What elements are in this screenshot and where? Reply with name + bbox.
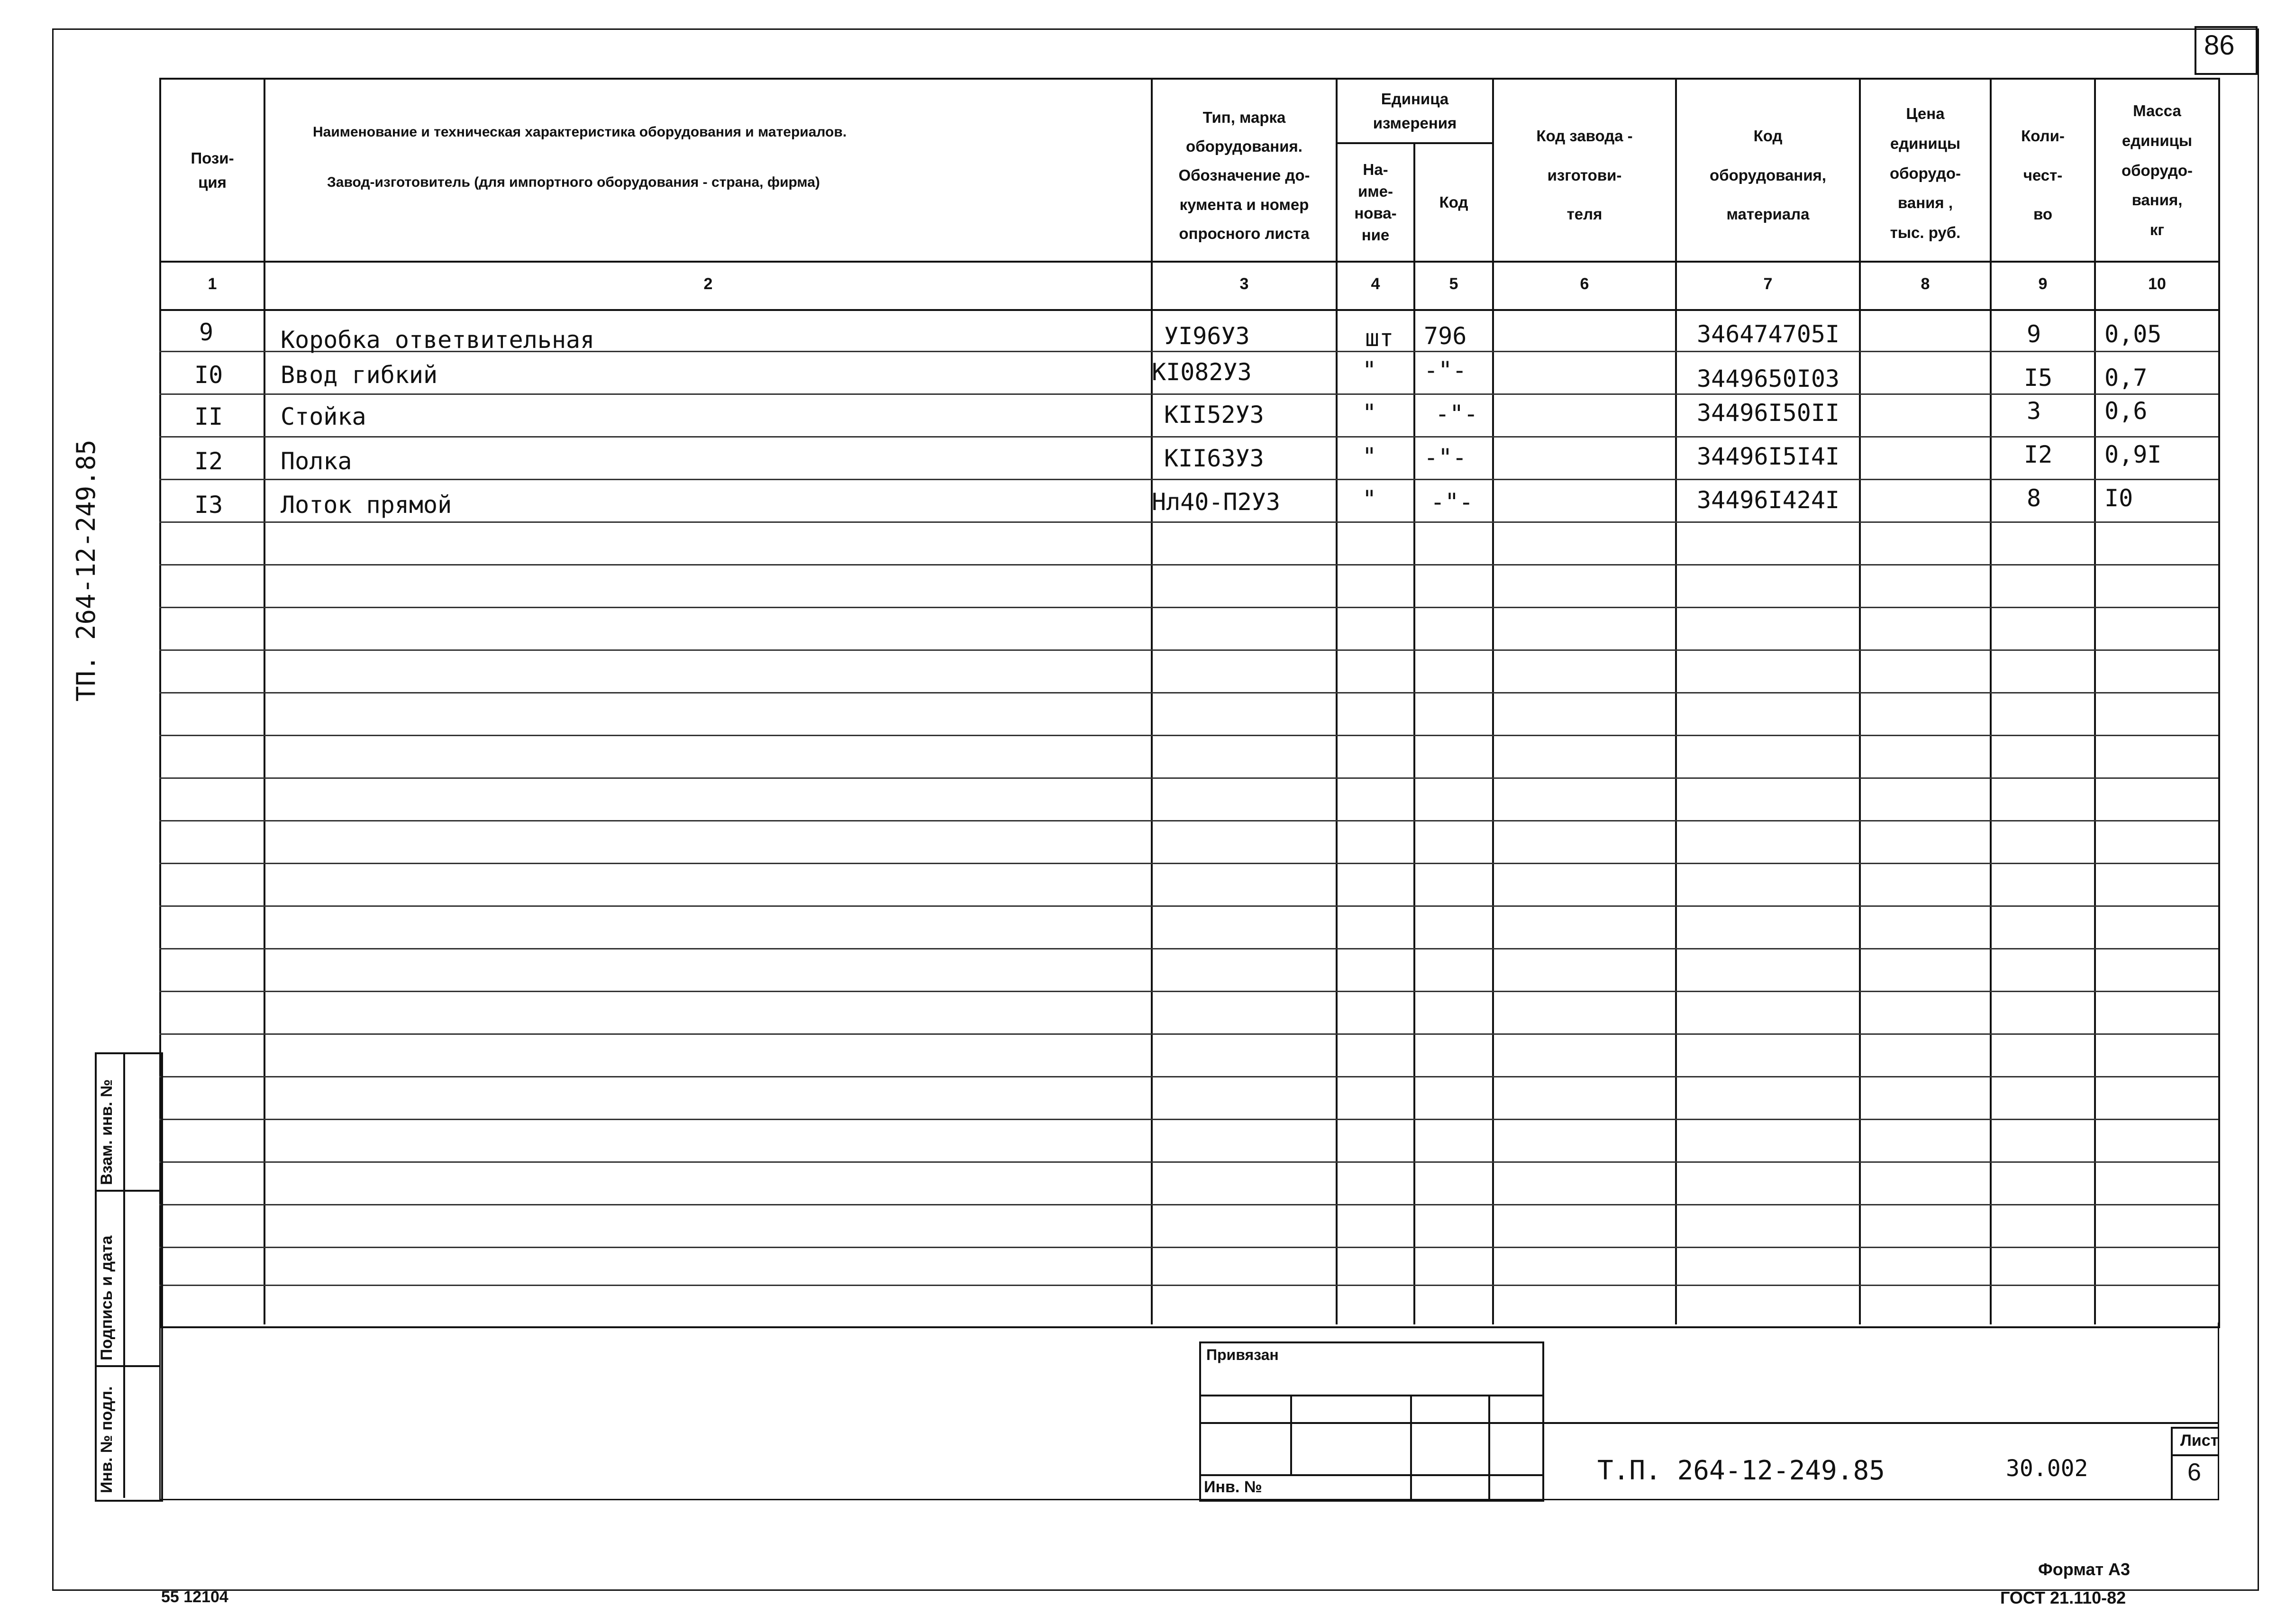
row-name: Коробка ответвительная: [281, 326, 595, 354]
row-unit: ": [1362, 399, 1377, 427]
header-name-line1: Наименование и техническая характеристика оборудования и материалов.: [313, 124, 847, 140]
header-unit-name: На- име- нова- ние: [1354, 160, 1397, 244]
header-unit-code: Код: [1439, 193, 1468, 211]
colnum-10: 10: [2148, 275, 2166, 293]
row-type: Нл40-П2У3: [1152, 488, 1280, 516]
side-stamp-signature-date: Подпись и дата: [98, 1235, 116, 1360]
row-material-code: 34496I424I: [1697, 486, 1840, 514]
row-name: Полка: [281, 447, 352, 475]
row-unit: ": [1362, 443, 1377, 470]
privyazan-vline2: [1410, 1395, 1412, 1499]
column-numbers-divider: [159, 309, 2218, 311]
privyazan-label: Привязан: [1206, 1346, 1279, 1363]
row-type: КI082У3: [1152, 358, 1252, 386]
row-unit-code: -"-: [1424, 444, 1467, 471]
row-unit-code: -"-: [1430, 488, 1474, 516]
row-mass: 0,9I: [2104, 441, 2162, 468]
row-type: УI96У3: [1164, 322, 1250, 350]
row-unit-code: -"-: [1424, 356, 1467, 384]
row-type: КII63У3: [1164, 445, 1264, 472]
footer-gost: ГОСТ 21.110-82: [2000, 1588, 2126, 1607]
footer-left-code: 55 12104: [161, 1588, 228, 1606]
row-position: I0: [194, 361, 223, 389]
colnum-4: 4: [1371, 275, 1380, 293]
row-position: I2: [194, 447, 223, 475]
colnum-5: 5: [1449, 275, 1458, 293]
row-mass: 0,7: [2104, 364, 2148, 392]
col-line-9: [2094, 78, 2096, 1324]
privyazan-vline1: [1290, 1395, 1292, 1474]
header-divider: [159, 261, 2218, 263]
colnum-6: 6: [1580, 275, 1589, 293]
colnum-3: 3: [1239, 275, 1249, 293]
colnum-2: 2: [703, 275, 713, 293]
sheet-label: Лист: [2180, 1432, 2219, 1450]
privyazan-line2: [1199, 1422, 1542, 1424]
row-quantity: I2: [2024, 441, 2053, 468]
row-position: I3: [194, 491, 223, 519]
row-unit: ": [1362, 485, 1377, 513]
row-position: 9: [199, 319, 214, 346]
row-name: Ввод гибкий: [281, 361, 438, 389]
side-stamp-div2: [95, 1365, 159, 1367]
privyazan-vline3: [1488, 1395, 1490, 1499]
side-stamp-inner: [123, 1052, 125, 1498]
row-quantity: 9: [2027, 320, 2041, 348]
colnum-7: 7: [1763, 275, 1773, 293]
sheet-box-div: [2171, 1454, 2218, 1456]
col-line-8: [1990, 78, 1992, 1324]
row-unit-code: 796: [1424, 322, 1467, 350]
col-line-2: [1151, 78, 1153, 1324]
header-unit-group: Единица измерения: [1373, 90, 1457, 132]
header-price: Цена единицы оборудо- вания , тыс. руб.: [1889, 105, 1961, 242]
header-type: Тип, марка оборудования. Обозначение до- кумента и номер опросного листа: [1178, 109, 1310, 242]
row-unit: шт: [1365, 324, 1394, 352]
title-block-frame: [159, 1323, 2219, 1500]
side-stamp-div1: [95, 1190, 159, 1192]
header-mass: Масса единицы оборудо- вания, кг: [2121, 102, 2193, 239]
row-unit: ": [1362, 356, 1377, 384]
row-name: Стойка: [281, 403, 366, 430]
side-stamp-replace-inv: Взам. инв. №: [98, 1079, 116, 1185]
col-line-7: [1859, 78, 1861, 1324]
document-code: Т.П. 264-12-249.85: [1597, 1455, 1885, 1486]
row-unit-code: -"-: [1435, 400, 1478, 428]
title-inv-no: Инв. №: [1204, 1478, 1262, 1496]
row-quantity: I5: [2024, 364, 2053, 392]
row-material-code: 34496I5I4I: [1697, 443, 1840, 470]
corner-sheet-number: 86: [2204, 30, 2235, 61]
row-mass: I0: [2104, 484, 2133, 512]
row-material-code: 346474705I: [1697, 320, 1840, 348]
footer-format: Формат A3: [2038, 1560, 2131, 1579]
header-name-line2: Завод-изготовитель (для импортного оборудования - страна, фирма): [327, 174, 820, 190]
title-block-top: [1542, 1422, 2218, 1424]
header-plant-code: Код завода - изготови- теля: [1536, 127, 1633, 223]
header-quantity: Коли- чест- во: [2021, 127, 2065, 223]
row-material-code: 34496I50II: [1697, 399, 1840, 427]
row-quantity: 3: [2027, 397, 2041, 425]
col-line-3: [1336, 78, 1338, 1324]
row-type: КII52У3: [1164, 401, 1264, 429]
header-material-code: Код оборудования, материала: [1710, 127, 1826, 223]
row-material-code: 3449650I03: [1697, 365, 1840, 392]
side-stamp-inv-no: Инв. № подл.: [98, 1386, 116, 1493]
col-line-5: [1492, 78, 1494, 1324]
col-line-1: [264, 78, 265, 1324]
main-table-frame: [159, 78, 2220, 1328]
row-position: II: [194, 403, 223, 430]
privyazan-line3: [1199, 1474, 1542, 1476]
sheet-number: 6: [2187, 1459, 2201, 1486]
row-quantity: 8: [2027, 484, 2041, 512]
sheet-code: 30.002: [2006, 1455, 2088, 1482]
colnum-1: 1: [208, 275, 217, 293]
row-name: Лоток прямой: [281, 491, 452, 519]
side-project-code: ТП. 264-12-249.85: [71, 439, 101, 702]
row-mass: 0,05: [2104, 320, 2162, 348]
header-position: Пози- ция: [191, 149, 234, 191]
privyazan-line1: [1199, 1395, 1542, 1396]
row-mass: 0,6: [2104, 397, 2148, 425]
colnum-8: 8: [1921, 275, 1930, 293]
col-line-4: [1413, 142, 1415, 1324]
colnum-9: 9: [2038, 275, 2048, 293]
col-line-6: [1675, 78, 1677, 1324]
